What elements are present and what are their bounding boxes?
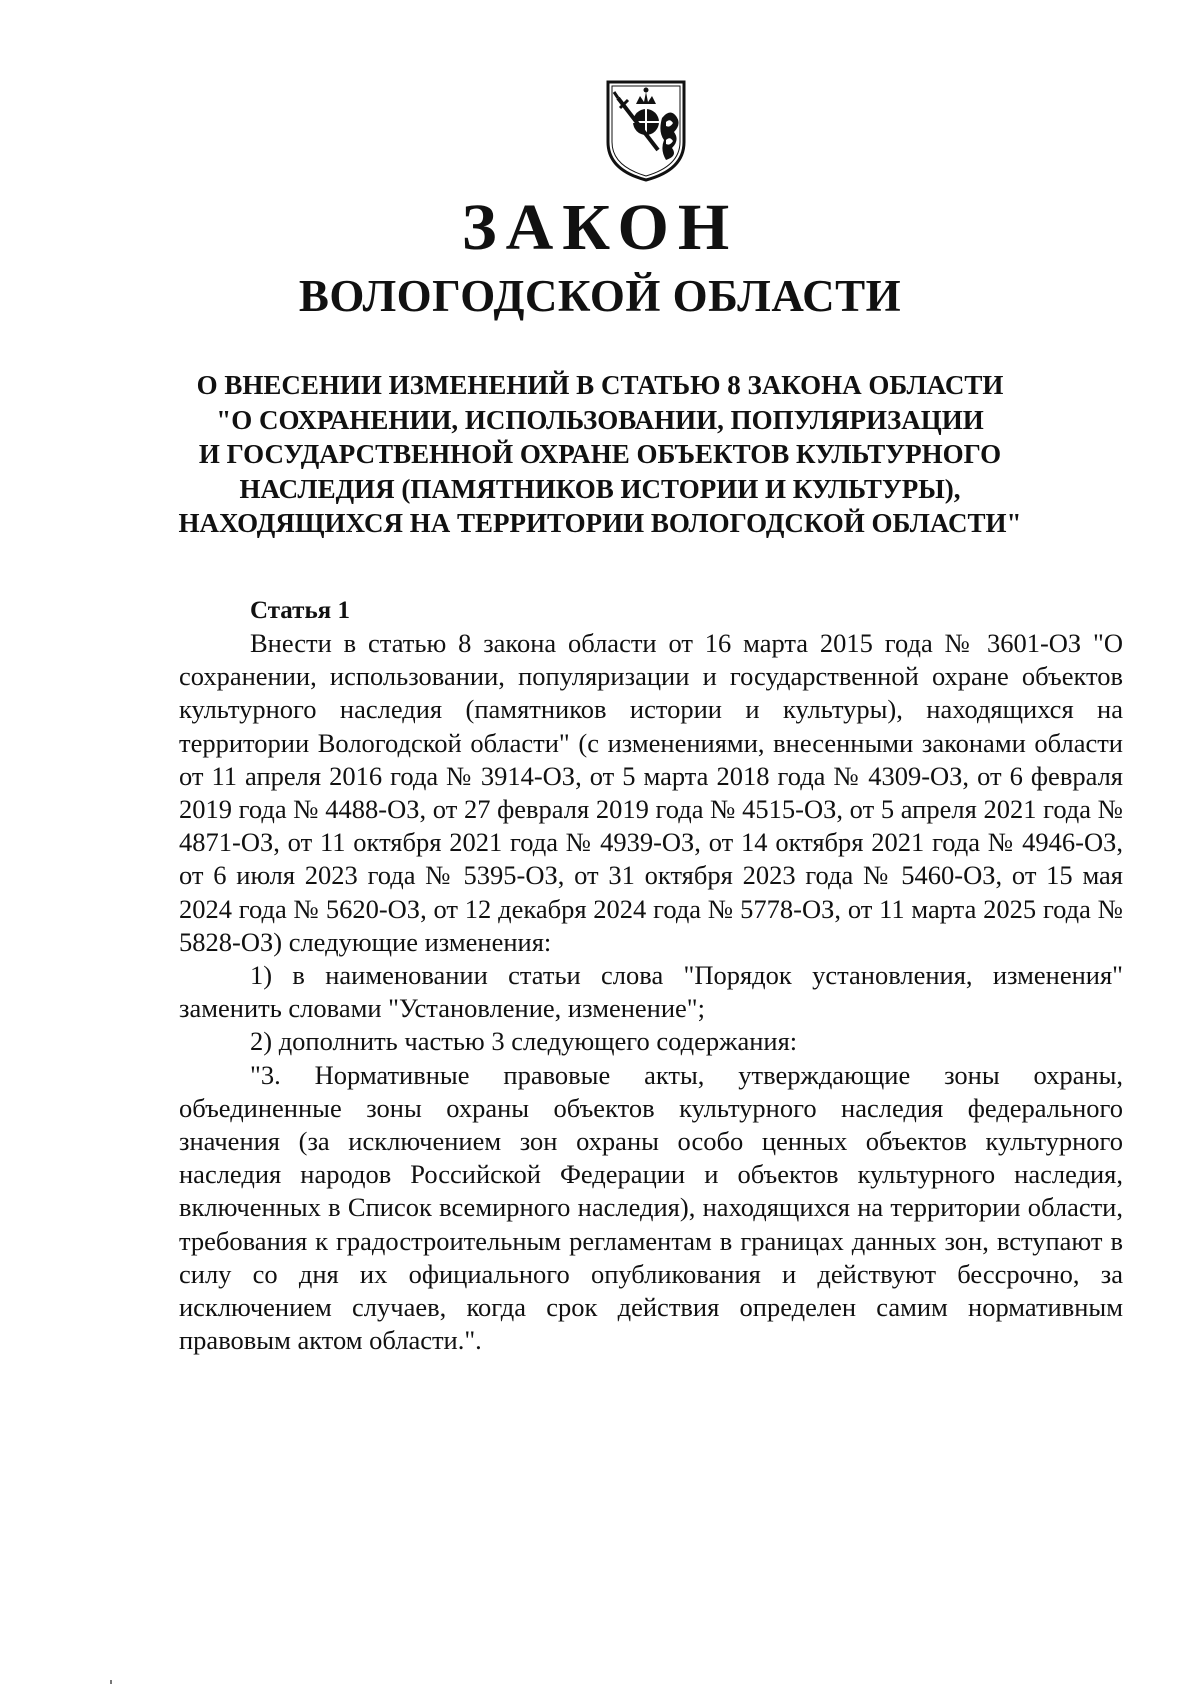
subject-line: О ВНЕСЕНИИ ИЗМЕНЕНИЙ В СТАТЬЮ 8 ЗАКОНА ОБЛАСТИ	[196, 370, 1004, 400]
scan-artifact	[110, 1680, 112, 1684]
subject-line: "О СОХРАНЕНИИ, ИСПОЛЬЗОВАНИИ, ПОПУЛЯРИЗАЦИИ	[216, 404, 984, 435]
law-subject-heading	[100, 368, 1100, 541]
amendment-item-2: 2) дополнить частью 3 следующего содержания:	[250, 1026, 798, 1057]
subject-line: И ГОСУДАРСТВЕННОЙ ОХРАНЕ ОБЪЕКТОВ КУЛЬТУРНОГО	[198, 439, 1002, 469]
subject-line: НАСЛЕДИЯ (ПАМЯТНИКОВ ИСТОРИИ И КУЛЬТУРЫ),	[239, 473, 961, 504]
new-part-3-text: "3. Нормативные правовые акты, утверждающие зоны охраны, объединенные зоны охраны объектов культурного наследия федерального значения (за исключением зон охраны особо ценных объектов культурного наследия народов Российской Федерации и объектов культурного наследия, включенных в Список всемирного наследия), находящихся на территории области, требования к градостроительным регламентам в границах данных зон, вступают в силу со дня их официального опубликования и действуют бессрочно, за исключением случаев, когда срок действия определен самим нормативным правовым актом области.".	[179, 1059, 1123, 1356]
amendment-item-1: 1) в наименовании статьи слова "Порядок установления, изменения" заменить словами "Установление, изменение";	[179, 960, 1123, 1024]
article-heading: Статья 1	[250, 597, 350, 624]
article-paragraph: Внести в статью 8 закона области от 16 марта 2015 года № 3601-ОЗ "О сохранении, использовании, популяризации и государственной охране объектов культурного наследия (памятников истории и культуры), находящихся на территории Вологодской области" (с изменениями, внесенными законами области от 11 апреля 2016 года № 3914-ОЗ, от 5 марта 2018 года № 4309-ОЗ, от 6 февраля 2019 года № 4488-ОЗ, от 27 февраля 2019 года № 4515-ОЗ, от 5 апреля 2021 года № 4871-ОЗ, от 11 октября 2021 года № 4939-ОЗ, от 14 октября 2021 года № 4946-ОЗ, от 6 июля 2023 года № 5395-ОЗ, от 31 октября 2023 года № 5460-ОЗ, от 15 мая 2024 года № 5620-ОЗ, от 12 декабря 2024 года № 5778-ОЗ, от 11 марта 2025 года № 5828-ОЗ) следующие изменения:	[179, 628, 1123, 957]
subject-line: НАХОДЯЩИХСЯ НА ТЕРРИТОРИИ ВОЛОГОДСКОЙ ОБЛАСТИ"	[178, 508, 1022, 538]
law-region-title: ВОЛОГОДСКОЙ ОБЛАСТИ	[298, 271, 902, 321]
coat-of-arms-icon	[604, 78, 688, 182]
article-body	[179, 627, 1123, 1357]
law-title: ЗАКОН	[461, 191, 739, 264]
